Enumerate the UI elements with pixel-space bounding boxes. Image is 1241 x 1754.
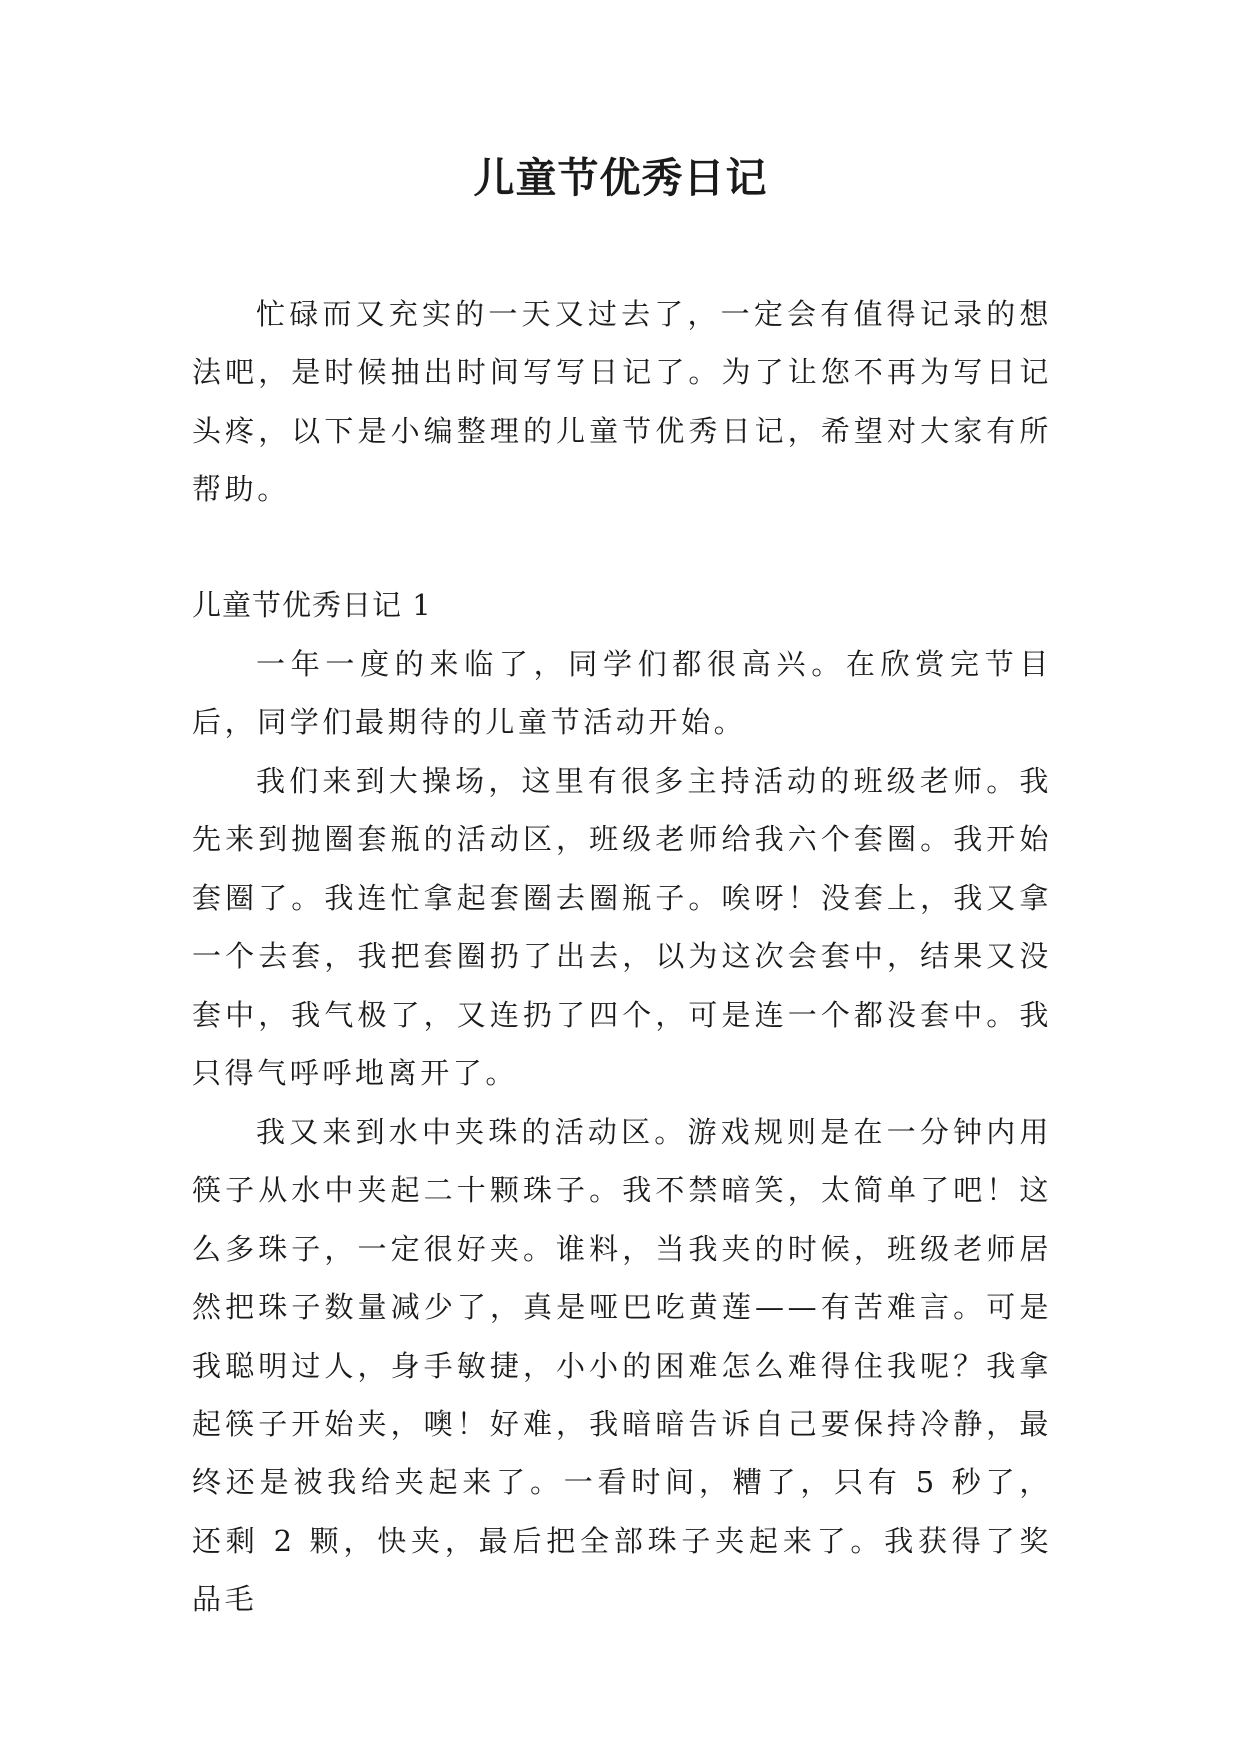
body-paragraph-1: 一年一度的来临了，同学们都很高兴。在欣赏完节目后，同学们最期待的儿童节活动开始。 [192,647,1052,740]
body-paragraph-2: 我们来到大操场，这里有很多主持活动的班级老师。我先来到抛圈套瓶的活动区，班级老师给我六个套圈。我开始套圈了。我连忙拿起套圈去圈瓶子。唉呀！没套上，我又拿一个去套，我把套圈扔了出去，以为这次会套中，结果又没套中，我气极了，又连扔了四个，可是连一个都没套中。我只得气呼呼地离开了。 [192,764,1052,1091]
page-title: 儿童节优秀日记 [473,154,768,202]
body-paragraph-3: 我又来到水中夹珠的活动区。游戏规则是在一分钟内用筷子从水中夹起二十颗珠子。我不禁暗笑，太简单了吧！这么多珠子，一定很好夹。谁料，当我夹的时候，班级老师居然把珠子数量减少了，真是哑巴吃黄莲——有苦难言。可是我聪明过人，身手敏捷，小小的困难怎么难得住我呢？我拿起筷子开始夹，噢！好难，我暗暗告诉自己要保持冷静，最终还是被我给夹起来了。一看时间，糟了，只有 5 秒了，还剩 2 颗，快夹，最后把全部珠子夹起来了。我获得了奖品毛 [192,1115,1052,1617]
section-heading: 儿童节优秀日记 1 [192,588,432,622]
intro-paragraph: 忙碌而又充实的一天又过去了，一定会有值得记录的想法吧，是时候抽出时间写写日记了。为了让您不再为写日记头疼，以下是小编整理的儿童节优秀日记，希望对大家有所帮助。 [192,297,1052,507]
